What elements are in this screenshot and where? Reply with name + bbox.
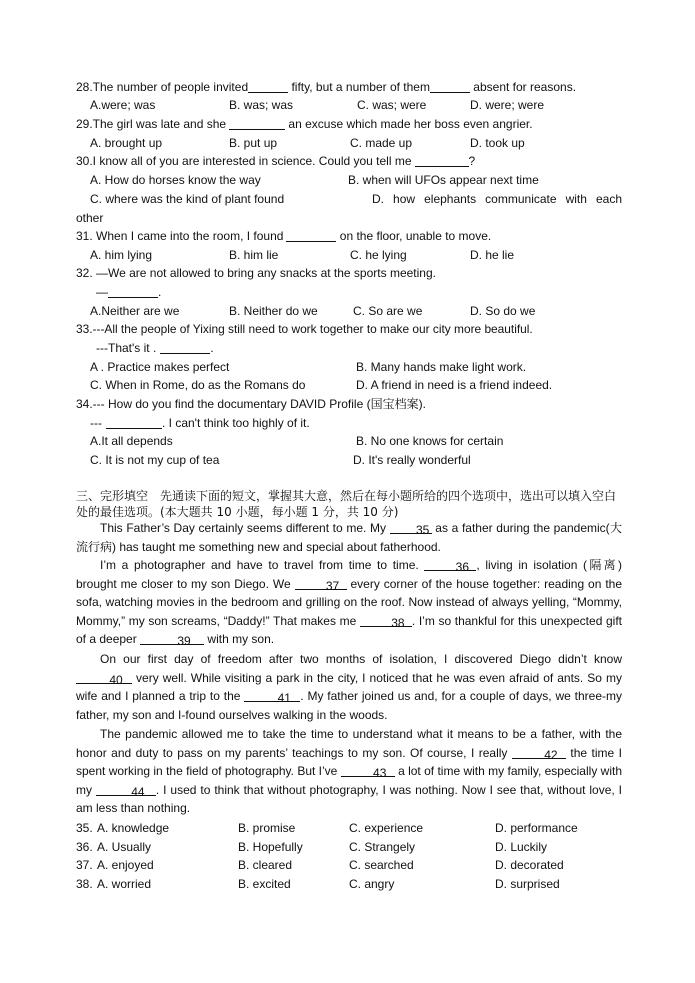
q32-option-d: D. So do we [470, 304, 536, 318]
q30-option-a: A. How do horses know the way [90, 173, 261, 187]
section-3-heading: 三、完形填空 先通读下面的短文，掌握其大意，然后在每小题所给的四个选项中，选出可以填入空白处的最佳选项。(本大题共 10 小题，每小题 1 分，共 10 分) [76, 489, 617, 519]
question-34-stem: 34.--- How do you find the documentary DAVID Profile (国宝档案). [76, 397, 426, 411]
q31-option-b: B. him lie [229, 248, 279, 262]
q34-option-c: C. It is not my cup of tea [90, 453, 220, 467]
blank [415, 154, 469, 167]
choice-36-a: A. Usually [97, 840, 152, 854]
blank [160, 341, 210, 354]
blank [248, 80, 288, 93]
q28-option-d: D. were; were [470, 98, 545, 112]
q30-option-b: B. when will UFOs appear next time [348, 173, 539, 187]
choice-37-d: D. decorated [495, 858, 564, 872]
question-34-reply: --- . I can't think too highly of it. [90, 416, 310, 430]
choice-36-b: B. Hopefully [238, 840, 303, 854]
q34-option-d: D. It's really wonderful [353, 453, 471, 467]
choice-36-d: D. Luckily [495, 840, 548, 854]
blank [106, 416, 162, 429]
q34-option-a: A.It all depends [90, 434, 173, 448]
blank-35: 35 [390, 521, 432, 534]
q32-option-a: A.Neither are we [90, 304, 180, 318]
choice-36-c: C. Strangely [349, 840, 416, 854]
blank-43: 43 [341, 764, 395, 777]
choice-38-b: B. excited [238, 877, 291, 891]
blank-42: 42 [512, 746, 566, 759]
q28-option-b: B. was; was [229, 98, 294, 112]
q31-option-a: A. him lying [90, 248, 153, 262]
question-33-reply: ---That's it . . [96, 341, 214, 355]
q33-option-b: B. Many hands make light work. [356, 360, 527, 374]
choice-35-b: B. promise [238, 821, 296, 835]
choice-36-number: 36. [76, 840, 93, 854]
q28-option-a: A.were; was [90, 98, 156, 112]
choice-35-number: 35. [76, 821, 93, 835]
choice-37-number: 37. [76, 858, 93, 872]
question-32-stem: 32. —We are not allowed to bring any snacks at the sports meeting. [76, 266, 436, 280]
question-30-stem: 30.I know all of you are interested in science. Could you tell me ? [76, 154, 476, 168]
q32-option-c: C. So are we [353, 304, 423, 318]
choice-37-b: B. cleared [238, 858, 293, 872]
choice-37-c: C. searched [349, 858, 414, 872]
blank-41: 41 [244, 689, 300, 702]
q33-option-d: D. A friend in need is a friend indeed. [356, 378, 553, 392]
choice-38-number: 38. [76, 877, 93, 891]
question-32-reply: — . [96, 285, 162, 299]
q33-option-a: A . Practice makes perfect [90, 360, 230, 374]
q31-option-c: C. he lying [350, 248, 407, 262]
q31-option-d: D. he lie [470, 248, 515, 262]
blank-37: 37 [295, 577, 347, 590]
choice-35-d: D. performance [495, 821, 578, 835]
passage-paragraph-1: This Father’s Day certainly seems different to me. My 35 as a father during the pandemic(大流行病) has taught me something new and special about fatherhood. [76, 521, 622, 554]
blank [286, 229, 336, 242]
q29-option-d: D. took up [470, 136, 525, 150]
blank [229, 117, 285, 130]
blank-39: 39 [140, 632, 204, 645]
q30-option-d: D. how elephants communicate with each other [76, 192, 622, 225]
q34-option-b: B. No one knows for certain [356, 434, 504, 448]
blank [430, 80, 470, 93]
blank-36: 36 [424, 558, 476, 571]
question-28-stem: 28.The number of people invited fifty, but a number of them absent for reasons. [76, 80, 577, 94]
question-33-stem: 33.---All the people of Yixing still need to work together to make our city more beautiful. [76, 322, 533, 336]
q29-option-a: A. brought up [90, 136, 163, 150]
choice-35-a: A. knowledge [97, 821, 170, 835]
passage-paragraph-4: The pandemic allowed me to take the time to understand what it means to be a father, with the honor and duty to pass on my parents’ teachings to my son. Of course, I really 42 the time I spent working in the field of photography. But I’ve 43 a lot of time with my family, especially with my 44 . I used to think that without photography, I was nothing. Now I see that, without love, I am less than nothing. [76, 727, 623, 816]
q29-option-c: C. made up [350, 136, 413, 150]
passage-paragraph-2: I’m a photographer and have to travel from time to time. 36 , living in isolation (隔离) brought me closer to my son Diego. We 37 every corner of the house together: reading on the sofa, watching movies in the bedroom and grilling on the roof. Now instead of always yelling, “Mommy, Mommy,” my son screams, “Daddy!” That makes me 38 . I’m so thankful for this unexpected gift of a deeper 39 with my son. [76, 558, 622, 649]
choice-38-c: C. angry [349, 877, 395, 891]
blank-40: 40 [76, 671, 132, 684]
q32-option-b: B. Neither do we [229, 304, 318, 318]
passage-paragraph-3: On our first day of freedom after two months of isolation, I discovered Diego didn’t know 40 very well. While visiting a park in the city, I noticed that he was even afraid of ants. So my wife and I planned a trip to the 41 . My father joined us and, for a couple of days, we three-my father, my son and I-found ourselves walking in the woods. [76, 652, 622, 722]
q33-option-c: C. When in Rome, do as the Romans do [90, 378, 306, 392]
question-29-stem: 29.The girl was late and she an excuse which made her boss even angrier. [76, 117, 533, 131]
blank-38: 38 [360, 614, 412, 627]
choice-37-a: A. enjoyed [97, 858, 154, 872]
q30-option-d-wrap [76, 190, 622, 227]
q30-option-c: C. where was the kind of plant found [90, 192, 285, 206]
choice-35-c: C. experience [349, 821, 424, 835]
blank-44: 44 [96, 783, 156, 796]
blank [108, 285, 158, 298]
q29-option-b: B. put up [229, 136, 278, 150]
question-31-stem: 31. When I came into the room, I found on the floor, unable to move. [76, 229, 492, 243]
q28-option-c: C. was; were [357, 98, 427, 112]
choice-38-a: A. worried [97, 877, 152, 891]
choice-38-d: D. surprised [495, 877, 560, 891]
